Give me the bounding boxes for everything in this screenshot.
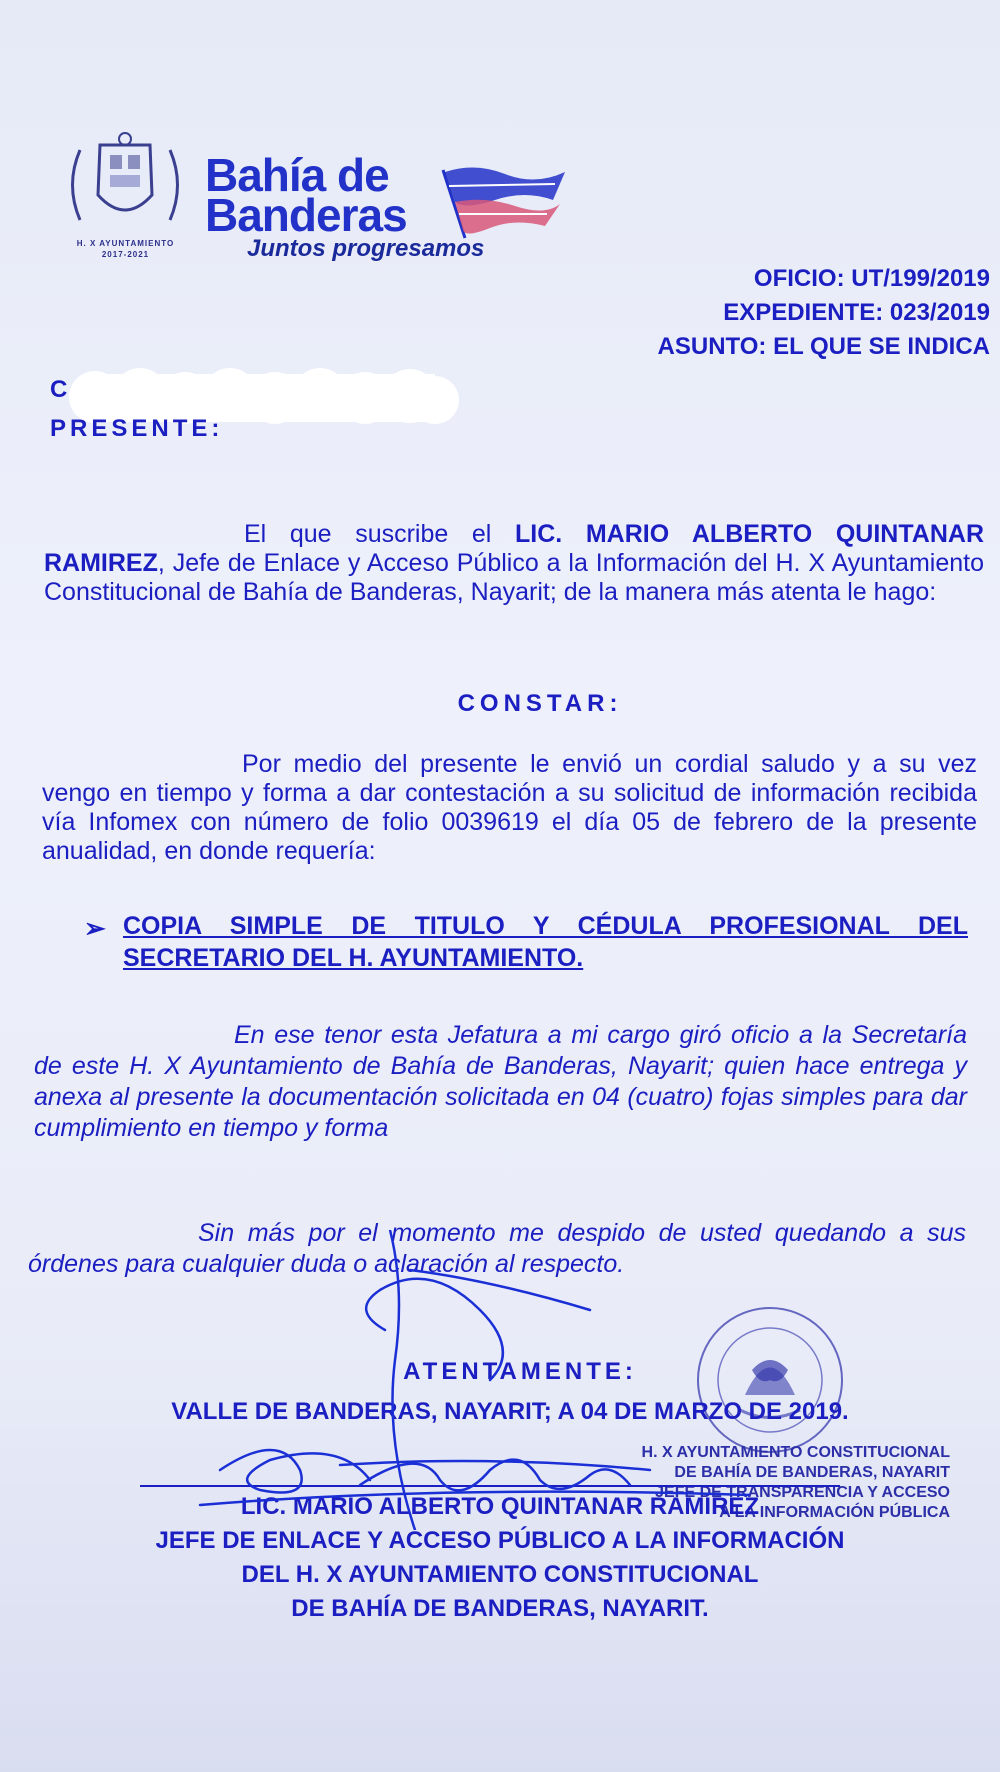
flag-icon bbox=[435, 160, 570, 240]
intro-paragraph bbox=[44, 520, 984, 607]
signer-name-inline: LIC. MARIO ALBERTO QUINTANAR RAMIREZ bbox=[44, 520, 984, 577]
request-paragraph bbox=[42, 750, 977, 866]
farewell-text: Sin más por el momento me despido de usted quedando a sus órdenes para cualquier duda o aclaración al respecto. bbox=[28, 1219, 966, 1278]
addressee-initial: C bbox=[50, 376, 68, 403]
intro-text-a: El que suscribe el bbox=[244, 520, 515, 548]
stamp-line-3: JEFE DE TRANSPARENCIA Y ACCESO bbox=[655, 1484, 950, 1501]
signer-institution: DEL H. X AYUNTAMIENTO CONSTITUCIONAL bbox=[241, 1561, 759, 1588]
council-caption-years: 2017-2021 bbox=[101, 250, 150, 259]
council-caption-line: H. X AYUNTAMIENTO bbox=[76, 239, 175, 248]
presente-label: PRESENTE: bbox=[50, 415, 224, 442]
expediente-number: EXPEDIENTE: 023/2019 bbox=[723, 299, 990, 326]
response-text: En ese tenor esta Jefatura a mi cargo giró oficio a la Secretaría de este H. X Ayuntamiento de Bahía de Banderas, Nayarit; quien hace entrega y anexa al presente la documentación solicitada en 04 (cuatro) fojas simples para dar cumplimiento en tiempo y forma bbox=[34, 1021, 967, 1142]
intro-text-b: , Jefe de Enlace y Acceso Público a la Información del H. X Ayuntamiento Constitucional de Bahía de Banderas, Nayarit; de la manera más atenta le hago: bbox=[44, 549, 984, 606]
signer-municipality: DE BAHÍA DE BANDERAS, NAYARIT. bbox=[291, 1595, 709, 1622]
council-caption bbox=[58, 238, 193, 260]
signer-position: JEFE DE ENLACE Y ACCESO PÚBLICO A LA INFORMACIÓN bbox=[155, 1527, 845, 1554]
brand-line2: Banderas bbox=[205, 189, 407, 241]
stamp-line-2: DE BAHÍA DE BANDERAS, NAYARIT bbox=[674, 1464, 950, 1481]
closing-title: ATENTAMENTE: bbox=[403, 1358, 637, 1385]
constar-heading: CONSTAR: bbox=[457, 690, 623, 717]
requested-item: COPIA SIMPLE DE TITULO Y CÉDULA PROFESIONAL DEL SECRETARIO DEL H. AYUNTAMIENTO. bbox=[123, 912, 968, 972]
brand-line1: Bahía de bbox=[205, 149, 389, 201]
brand-tagline: Juntos progresamos bbox=[247, 235, 485, 262]
handwritten-signature bbox=[190, 1230, 750, 1530]
response-paragraph bbox=[34, 1020, 967, 1144]
brand-logo bbox=[205, 140, 585, 270]
stamp-line-1: H. X AYUNTAMIENTO CONSTITUCIONAL bbox=[641, 1444, 950, 1461]
oficio-number: OFICIO: UT/199/2019 bbox=[753, 265, 990, 292]
reference-block bbox=[658, 262, 990, 364]
place-and-date: VALLE DE BANDERAS, NAYARIT; A 04 DE MARZO DE 2019. bbox=[171, 1398, 849, 1425]
stamp-line-4: A LA INFORMACIÓN PÚBLICA bbox=[719, 1504, 950, 1521]
request-text: Por medio del presente le envió un cordial saludo y a su vez vengo en tiempo y forma a dar contestación a su solicitud de información recibida vía Infomex con número de folio 0039619 el día 05 de febrero de la presente anualidad, en donde requería: bbox=[42, 750, 977, 865]
asunto-line: ASUNTO: EL QUE SE INDICA bbox=[657, 333, 990, 360]
signer-name: LIC. MARIO ALBERTO QUINTANAR RAMIREZ bbox=[240, 1493, 760, 1520]
bullet-arrow-icon: ➢ bbox=[84, 913, 106, 943]
